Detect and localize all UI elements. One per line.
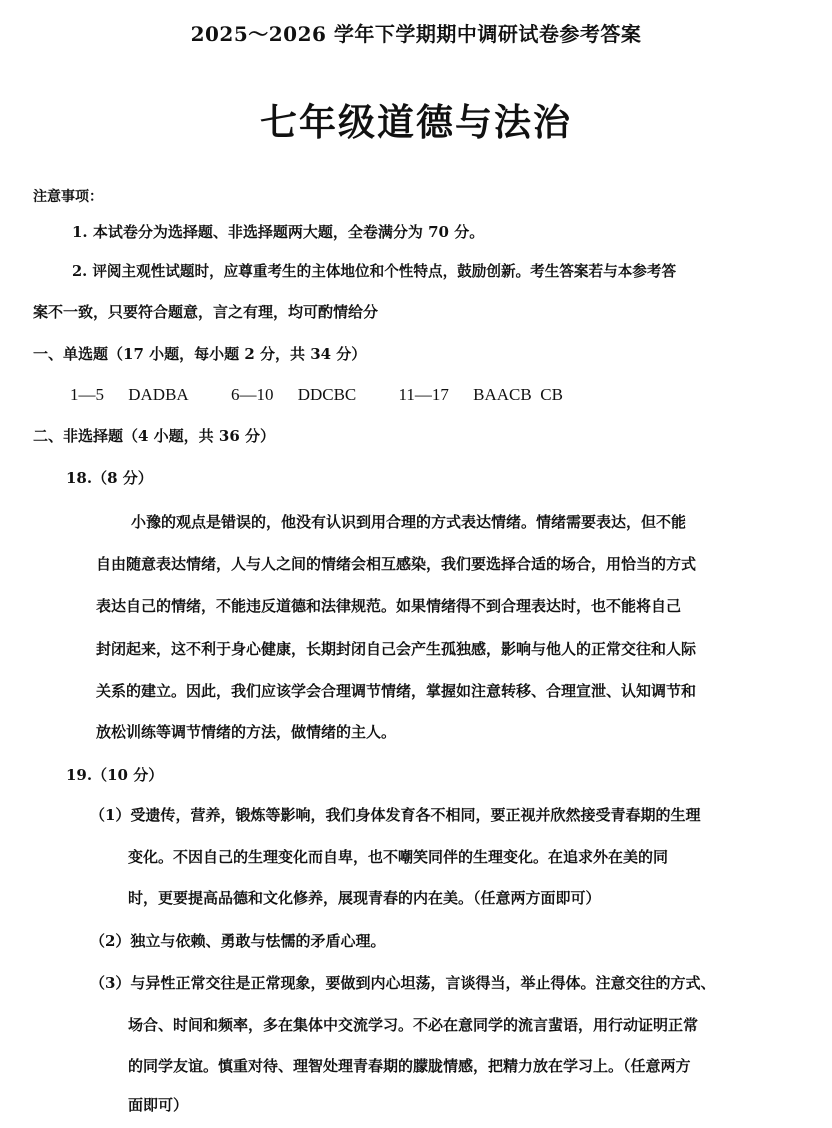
section-1-heading: 一、单选题（17 小题，每小题 2 分，共 34 分） bbox=[33, 345, 367, 363]
q19-part-2: （2）独立与依赖、勇敢与怯懦的矛盾心理。 bbox=[90, 932, 386, 950]
answer-range: 1—5 bbox=[70, 385, 104, 404]
note-item-1: 1. 本试卷分为选择题、非选择题两大题，全卷满分为 70 分。 bbox=[72, 223, 485, 241]
q19-part-1-line: 变化。不因自己的生理变化而自卑，也不嘲笑同伴的生理变化。在追求外在美的同 bbox=[128, 848, 669, 866]
exam-header: 2025～2026 学年下学期期中调研试卷参考答案 bbox=[190, 22, 642, 46]
q18-line: 关系的建立。因此，我们应该学会合理调节情绪，掌握如注意转移、合理宣泄、认知调节和 bbox=[96, 682, 697, 700]
q18-line: 自由随意表达情绪，人与人之间的情绪会相互感染，我们要选择合适的场合，用恰当的方式 bbox=[96, 555, 697, 573]
note-item-2-line-2: 案不一致，只要符合题意，言之有理，均可酌情给分 bbox=[33, 303, 379, 321]
q18-line: 放松训练等调节情绪的方法，做情绪的主人。 bbox=[96, 723, 397, 741]
question-19-label: 19.（10 分） bbox=[66, 766, 164, 784]
q18-line: 小豫的观点是错误的，他没有认识到用合理的方式表达情绪。情绪需要表达，但不能 bbox=[131, 513, 687, 531]
q19-part-3-line: （3）与异性正常交往是正常现象，要做到内心坦荡，言谈得当，举止得体。注意交往的方式、 bbox=[90, 974, 716, 992]
notes-label: 注意事项： bbox=[33, 189, 103, 205]
answer-letters: DDCBC bbox=[297, 385, 357, 404]
answer-letters: BAACB CB bbox=[473, 385, 563, 404]
section-2-heading: 二、非选择题（4 小题，共 36 分） bbox=[33, 427, 275, 445]
q19-part-1-line: （1）受遗传，营养，锻炼等影响，我们身体发育各不相同，要正视并欣然接受青春期的生理 bbox=[90, 806, 701, 824]
note-item-2-line-1: 2. 评阅主观性试题时，应尊重考生的主体地位和个性特点，鼓励创新。考生答案若与本参考答 bbox=[72, 263, 677, 280]
q19-part-3-line: 面即可） bbox=[128, 1096, 189, 1114]
answer-range: 11—17 bbox=[398, 385, 449, 404]
q19-part-3-line: 场合、时间和频率，多在集体中交流学习。不必在意同学的流言蜚语，用行动证明正常 bbox=[128, 1016, 699, 1034]
page-title: 七年级道德与法治 bbox=[260, 100, 572, 144]
question-18-label: 18.（8 分） bbox=[66, 469, 153, 487]
q19-part-3-line: 的同学友谊。慎重对待、理智处理青春期的朦胧情感，把精力放在学习上。（任意两方 bbox=[128, 1057, 691, 1075]
q19-part-1-line: 时，更要提高品德和文化修养，展现青春的内在美。（任意两方面即可） bbox=[128, 889, 601, 907]
q18-line: 封闭起来，这不利于身心健康，长期封闭自己会产生孤独感，影响与他人的正常交往和人际 bbox=[96, 640, 697, 658]
answer-range: 6—10 bbox=[230, 385, 274, 404]
q18-line: 表达自己的情绪，不能违反道德和法律规范。如果情绪得不到合理表达时，也不能将自己 bbox=[96, 597, 682, 615]
choice-answers-row bbox=[70, 386, 563, 403]
answer-letters: DADBA bbox=[128, 385, 189, 404]
